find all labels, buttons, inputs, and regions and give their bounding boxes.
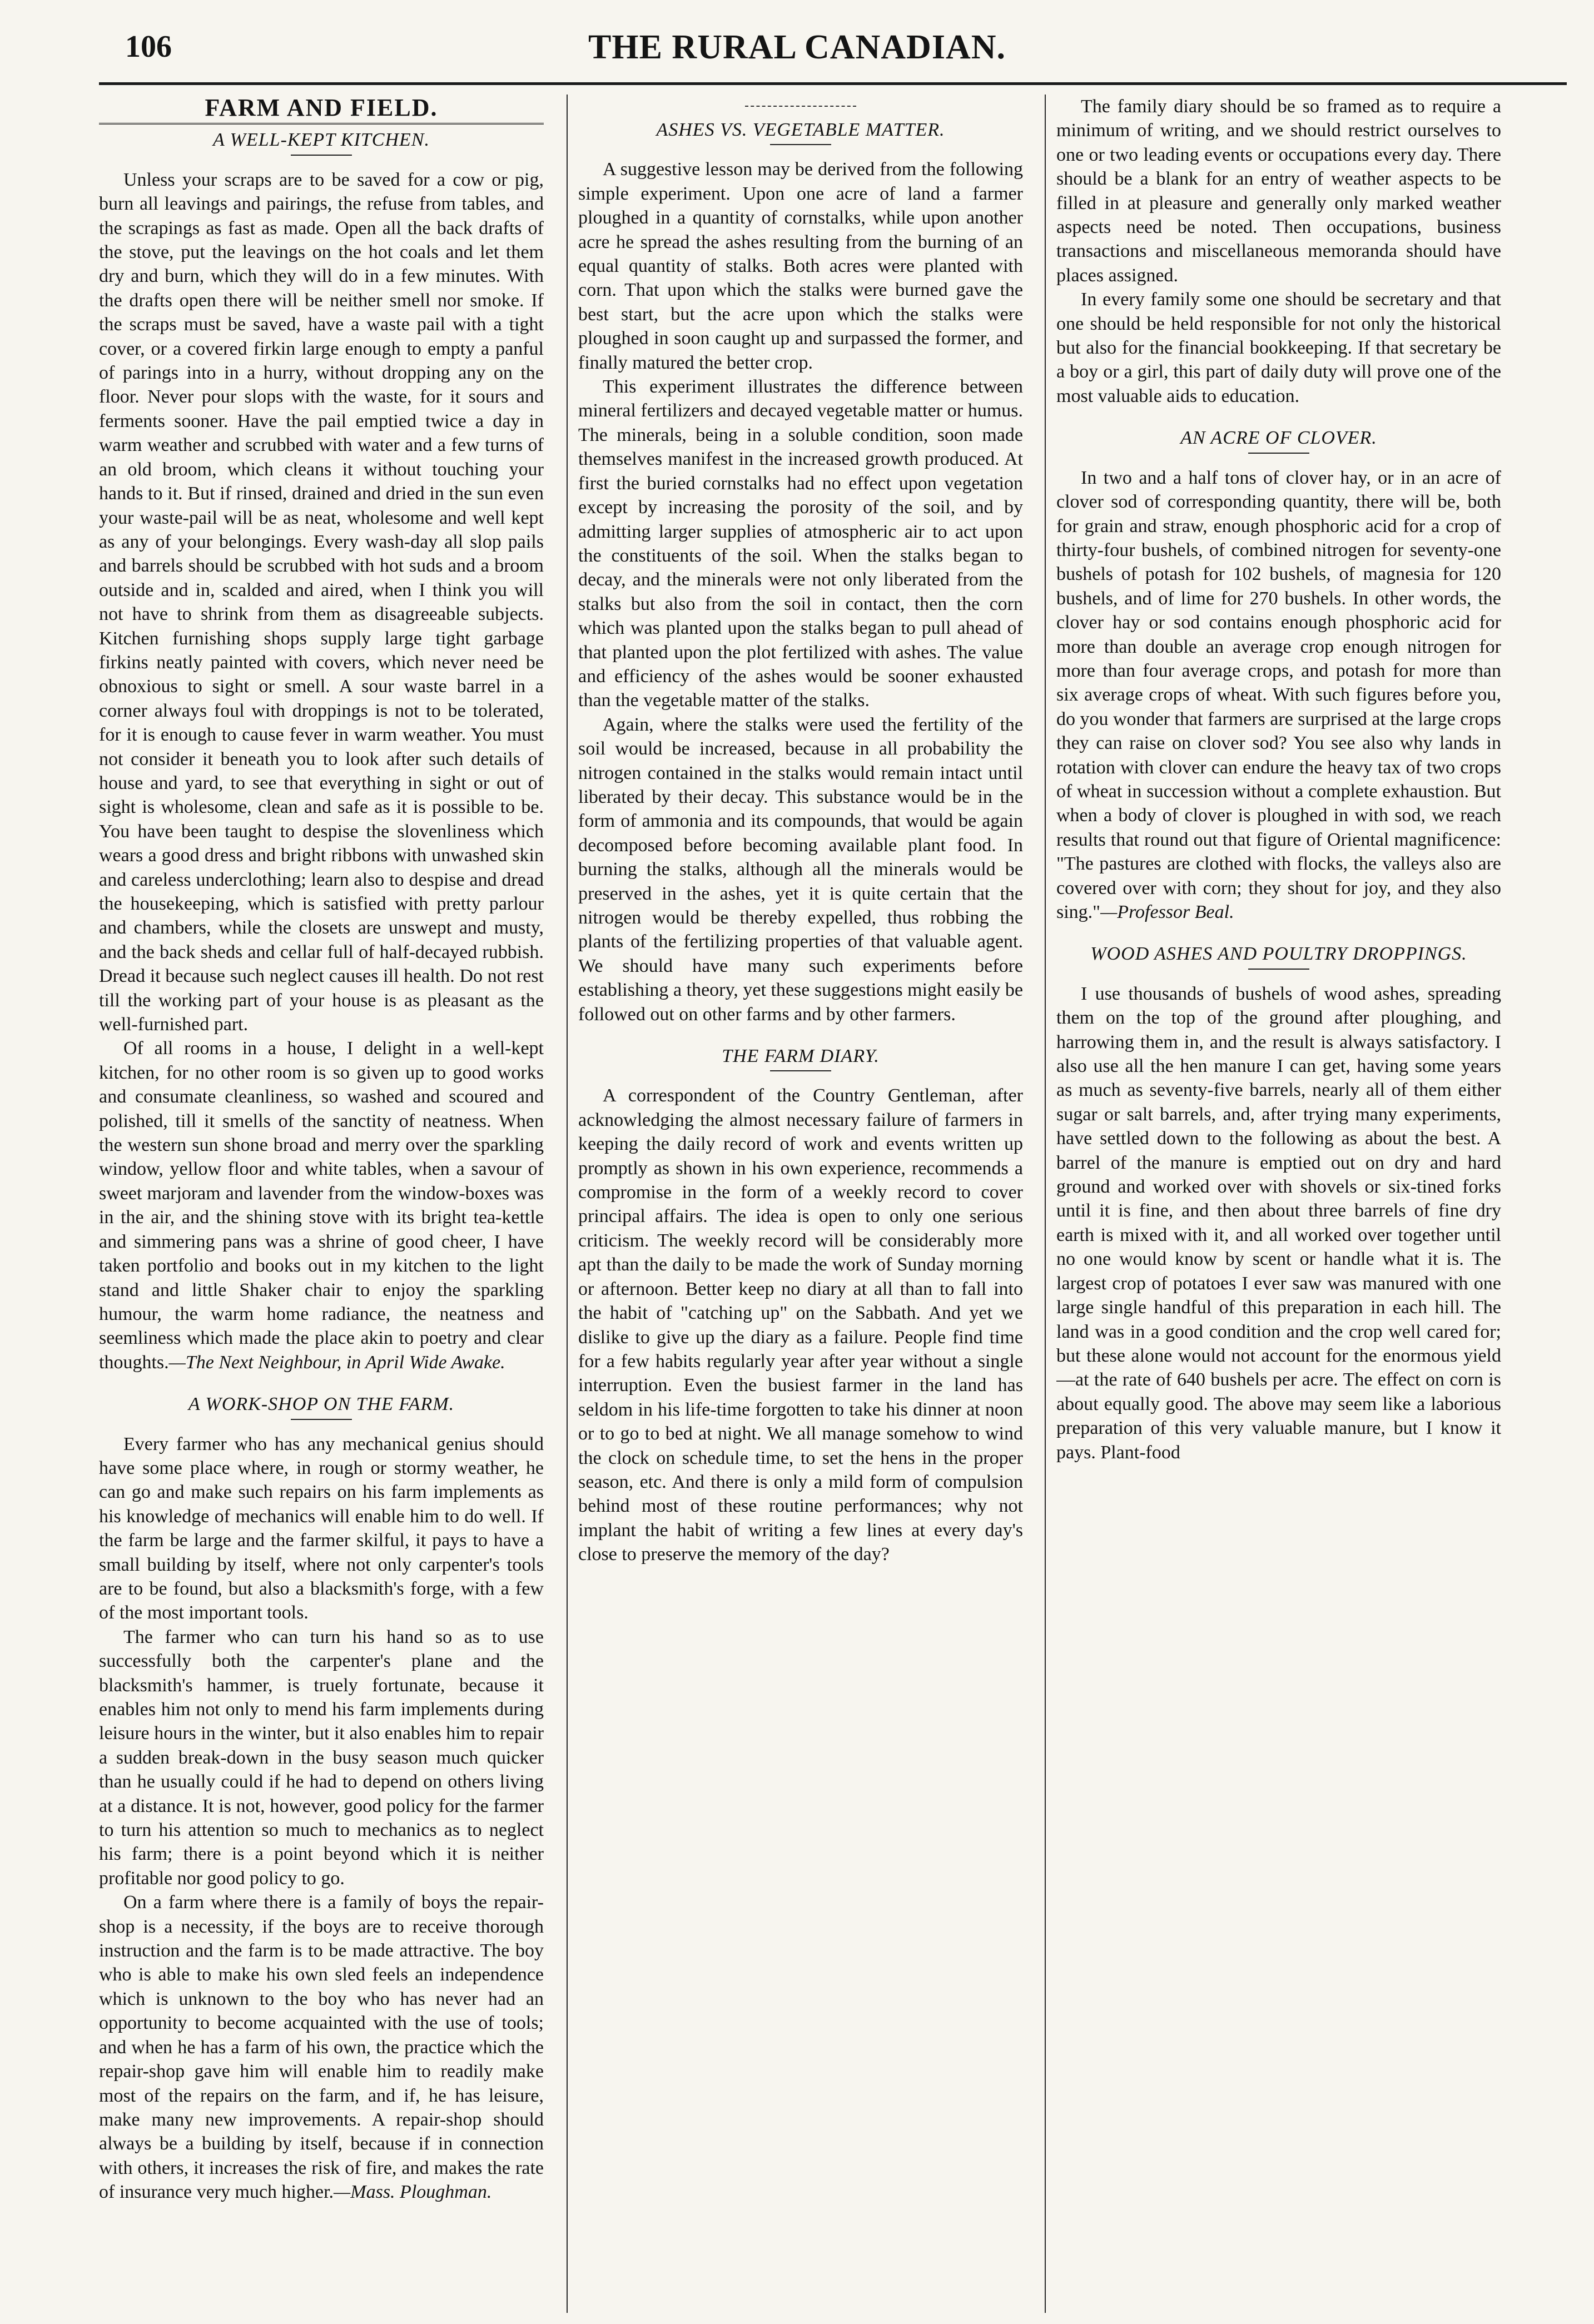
workshop-paragraph [99, 1890, 544, 2204]
workshop-paragraph: Every farmer who has any mechanical genius should have some place where, in rough or stormy weather, he can go and make such repairs on his farm implements as his knowledge of mechanics will enable him to do well. If the farm be large and the farmer skilful, it pays to have a small building by itself, where not only carpenter's tools are to be found, but also a blacksmith's forge, with a few of the most important tools. [99, 1433, 544, 1623]
kitchen-paragraph [99, 1036, 544, 1374]
diary-paragraph: In every family some one should be secretary and that one should be held responsible for not only the historical but also for the financial bookkeeping. If that secretary be a boy or a girl, this part of daily duty will prove one of the most valuable aids to education. [1056, 289, 1501, 406]
article-title-clover: AN ACRE OF CLOVER. [1180, 428, 1377, 449]
diary-paragraph: A correspondent of the Country Gentleman, after acknowledging the almost necessary failure of farmers in keeping the daily record of work and events written up promptly as shown in his own experience, recommends a compromise in the form of a weekly record to cover principal affairs. The idea is open to only one serious criticism. The weekly record will be considerably more apt than the daily to be made the work of Sunday morning or afternoon. Better keep no diary at all than to fall into the habit of "catching up" on the Sabbath. And yet we dislike to give up the diary as a failure. People find time for a few habits regularly year after year without a single interruption. Even the busiest farmer in the land has seldom in his life-time forgotten to take his dinner at noon or to go to bed at night. We all manage somehow to wind the clock on schedule time, to set the hens in the proper season, etc. And there is only a mild form of compulsion behind most of these routine performances; why not implant the habit of writing a few lines at every day's close to preserve the memory of the day? [578, 1085, 1023, 1565]
header-rule [99, 82, 1567, 85]
title-rule [770, 144, 831, 145]
workshop-source: —Mass. Ploughman. [334, 2182, 492, 2203]
column-3 [1056, 95, 1501, 2313]
ashes-paragraph: Again, where the stalks were used the fertility of the soil would be increased, because in all probability the nitrogen contained in the stalks would remain intact until liberated by their decay. This substance would be in the form of ammonia and its compounds, that would be again decomposed before becoming available plant food. In burning the stalks, although all the minerals would be preserved in the ashes, yet it is quite certain that the nitrogen would be thereby expelled, thus robbing the plants of the fertilizing properties of that valuable agent. We should have many such experiments before establishing a theory, yet these suggestions might easily be followed out on other farms and by other farmers. [578, 714, 1023, 1025]
spacer [1056, 924, 1501, 938]
department-heading: FARM AND FIELD. [99, 96, 544, 125]
clover-source: —Professor Beal. [1100, 902, 1234, 922]
article-title-diary: THE FARM DIARY. [722, 1046, 880, 1067]
column-2 [578, 95, 1023, 2313]
column-divider [1045, 95, 1046, 2313]
column-1 [99, 95, 544, 2313]
title-rule [1248, 969, 1309, 970]
ashes-paragraph: This experiment illustrates the difference between mineral fertilizers and decayed vegetable matter or humus. The minerals, being in a soluble condition, soon made themselves manifest in the increased growth produced. At first the buried cornstalks had no effect upon vegetation except by increasing the porosity of the soil, and by admitting larger supplies of atmospheric air to act upon the constituents of the soil. When the stalks began to decay, and the minerals were not only liberated from the stalks but also from the soil in contact, then the corn which was planted upon the stalks began to pull ahead of that planted upon the plot fertilized with ashes. The value and efficiency of the ashes would be sooner exhausted than the vegetable matter of the stalks. [578, 376, 1023, 711]
article-title-ashes: ASHES VS. VEGETABLE MATTER. [656, 120, 945, 140]
ashes-paragraph: A suggestive lesson may be derived from the following simple experiment. Upon one acre of land a farmer ploughed in a quantity of cornstalks, while upon another acre he spread the ashes resulting from the burning of an equal quantity of stalks. Both acres were planted with corn. That upon which the stalks were burned gave the best start, but the acre upon which the stalks were ploughed in soon caught up and surpassed the former, and finally matured the better crop. [578, 159, 1023, 373]
title-rule [1248, 453, 1309, 454]
kitchen-paragraph-text: Of all rooms in a house, I delight in a well-kept kitchen, for no other room is so given up to good works and consumate cleanliness, so washed and scoured and polished, till it smells of the sanctity of neatness. When the western sun shone broad and merry over the sparkling window, yellow floor and white tables, when a savour of sweet marjoram and lavender from the window-boxes was in the air, and the shining stove with its bright tea-kettle and simmering pans was a shrine of good cheer, I have taken portfolio and books out in my kitchen to the light stand and little Shaker chair to enjoy the sparkling humour, the warm home radiance, the neatness and seemliness which made the place akin to poetry and clear thoughts. [99, 1038, 544, 1373]
spacer [1056, 408, 1501, 423]
workshop-paragraph: The farmer who can turn his hand so as to use successfully both the carpenter's plane and the blacksmith's hammer, is truely fortunate, because it enables him not only to mend his farm implements during leisure hours in the winter, but it also enables him to repair a sudden break-down in the busy season much quicker than he usually could if he had to depend on others living at a distance. It is not, however, good policy for the farmer to turn his attention so much to mechanics as to neglect his farm; there is a point beyond which it is neither profitable nor good policy to go. [99, 1626, 544, 1889]
spacer [578, 1026, 1023, 1041]
clover-paragraph [1056, 466, 1501, 925]
spacer [99, 1374, 544, 1389]
article-title-workshop: A WORK-SHOP ON THE FARM. [188, 1394, 455, 1415]
article-separator [745, 106, 856, 107]
title-rule [291, 155, 352, 156]
column-divider [567, 95, 568, 2313]
title-rule [291, 1419, 352, 1420]
poultry-paragraph: I use thousands of bushels of wood ashes, spreading them on the top of the ground after ploughing, and harrowing them in, and the result is always satisfactory. I also use all the hen manure I can get, having some years as much as seventy-five barrels, nearly all of them either sugar or salt barrels, and, after trying many experiments, have settled down to the following as about the best. A barrel of the manure is emptied out on dry and hard ground and worked over with shovels or six-tined forks until it is fine, and then about three barrels of fine dry earth is mixed with it, and all worked over together until no one would know by scent or handle what it is. The largest crop of potatoes I ever saw was manured with one large single handful of this preparation in each hill. The land was in a good condition and the crop well cared for; but these alone would not account for the enormous yield—at the rate of 640 bushels per acre. The effect on corn is about equally good. The above may seem like a laborious preparation of this very valuable manure, but I know it pays. Plant-food [1056, 983, 1501, 1463]
article-title-kitchen: A WELL-KEPT KITCHEN. [213, 130, 430, 151]
clover-paragraph-text: In two and a half tons of clover hay, or in an acre of clover sod of corresponding quantity, there will be, both for grain and straw, enough phosphoric acid for a crop of thirty-four bushels, of combined nitrogen for seventy-one bushels of potash for 102 bushels, of magnesia for 120 bushels, and of lime for 270 bushels. In other words, the clover hay or sod contains enough phosphoric acid for more than double an average crop enough nitrogen for more than four average crops, and potash for more than six average crops of wheat. With such figures before you, do you wonder that farmers are surprised at the large crops they can raise on clover sod? You see also why lands in rotation with clover can endure the heavy tax of two crops of wheat in succession without a complete exhaustion. But when a body of clover is ploughed in with sod, we reach results that round out that figure of Oriental magnificence: "The pastures are clothed with flocks, the valleys also are covered over with corn; they shout for joy, and they also sing." [1056, 467, 1501, 922]
masthead-title: THE RURAL CANADIAN. [588, 28, 1006, 66]
diary-paragraph: The family diary should be so framed as to require a minimum of writing, and we should restrict ourselves to one or two leading events or occupations every day. There should be a blank for an entry of weather aspects to be filled in at pleasure and generally only marked weather aspects need be noted. Then occupations, business transactions and miscellaneous memoranda should have places assigned. [1056, 96, 1501, 286]
kitchen-paragraph: Unless your scraps are to be saved for a cow or pig, burn all leavings and pairings, the refuse from tables, and the scrapings as fast as made. Open all the back drafts of the stove, put the leavings on the hot coals and let them dry and burn, which they will do in a few minutes. With the drafts open there will be neither smell nor smoke. If the scraps must be saved, have a waste pail with a tight cover, or a covered firkin large enough to empty a panful of parings into in a hurry, without dropping any on the floor. Never pour slops with the waste, for it sours and ferments sooner. Have the pail emptied twice a day in warm weather and scrubbed with water and a few turns of an old broom, which cleans it without touching your hands to it. But if rinsed, drained and dried in the sun even your waste-pail will be as neat, wholesome and well kept as any of your belongings. Every wash-day all slop pails and barrels should be scrubbed with hot suds and a broom outside and in, scalded and aired, when I think you will not have to shrink from them as disagreeable subjects. Kitchen furnishing shops supply large tight garbage firkins neatly painted with covers, which never need be obnoxious to sight or smell. A sour waste barrel in a corner always foul with droppings is not to be tolerated, for it is enough to cause fever in warm weather. You must not consider it beneath you to look after such details of house and yard, to see that everything in sight or out of sight is wholesome, clean and safe as it is possible to be. You have been taught to despise the slovenliness which wears a good dress and bright ribbons with unwashed skin and careless underclothing; learn also to despise and dread the housekeeping, which is satisfied with pretty parlour and chambers, while the closets are unswept and musty, and the back sheds and cellar full of half-decayed rubbish. Dread it because such neglect causes ill health. Do not rest till the working part of your house is as pleasant as the well-furnished part. [99, 169, 544, 1035]
workshop-paragraph-text: On a farm where there is a family of boys the repair-shop is a necessity, if the boys are to receive thorough instruction and the farm is to be made attractive. The boy who is able to make his own sled feels an independence which is unknown to the boy who has never had an opportunity to become acquainted with the use of tools; and when he has a farm of his own, the practice which the repair-shop gave him will enable him to readily make most of the repairs on the farm, and if, he has leisure, make many new improvements. A repair-shop should always be a building by itself, because if in connection with others, it increases the risk of fire, and makes the rate of insurance very much higher. [99, 1892, 544, 2203]
title-rule [770, 1070, 831, 1071]
kitchen-source: —The Next Neighbour, in April Wide Awake. [168, 1352, 505, 1373]
page-number: 106 [125, 29, 172, 64]
article-title-poultry: WOOD ASHES AND POULTRY DROPPINGS. [1090, 943, 1467, 965]
